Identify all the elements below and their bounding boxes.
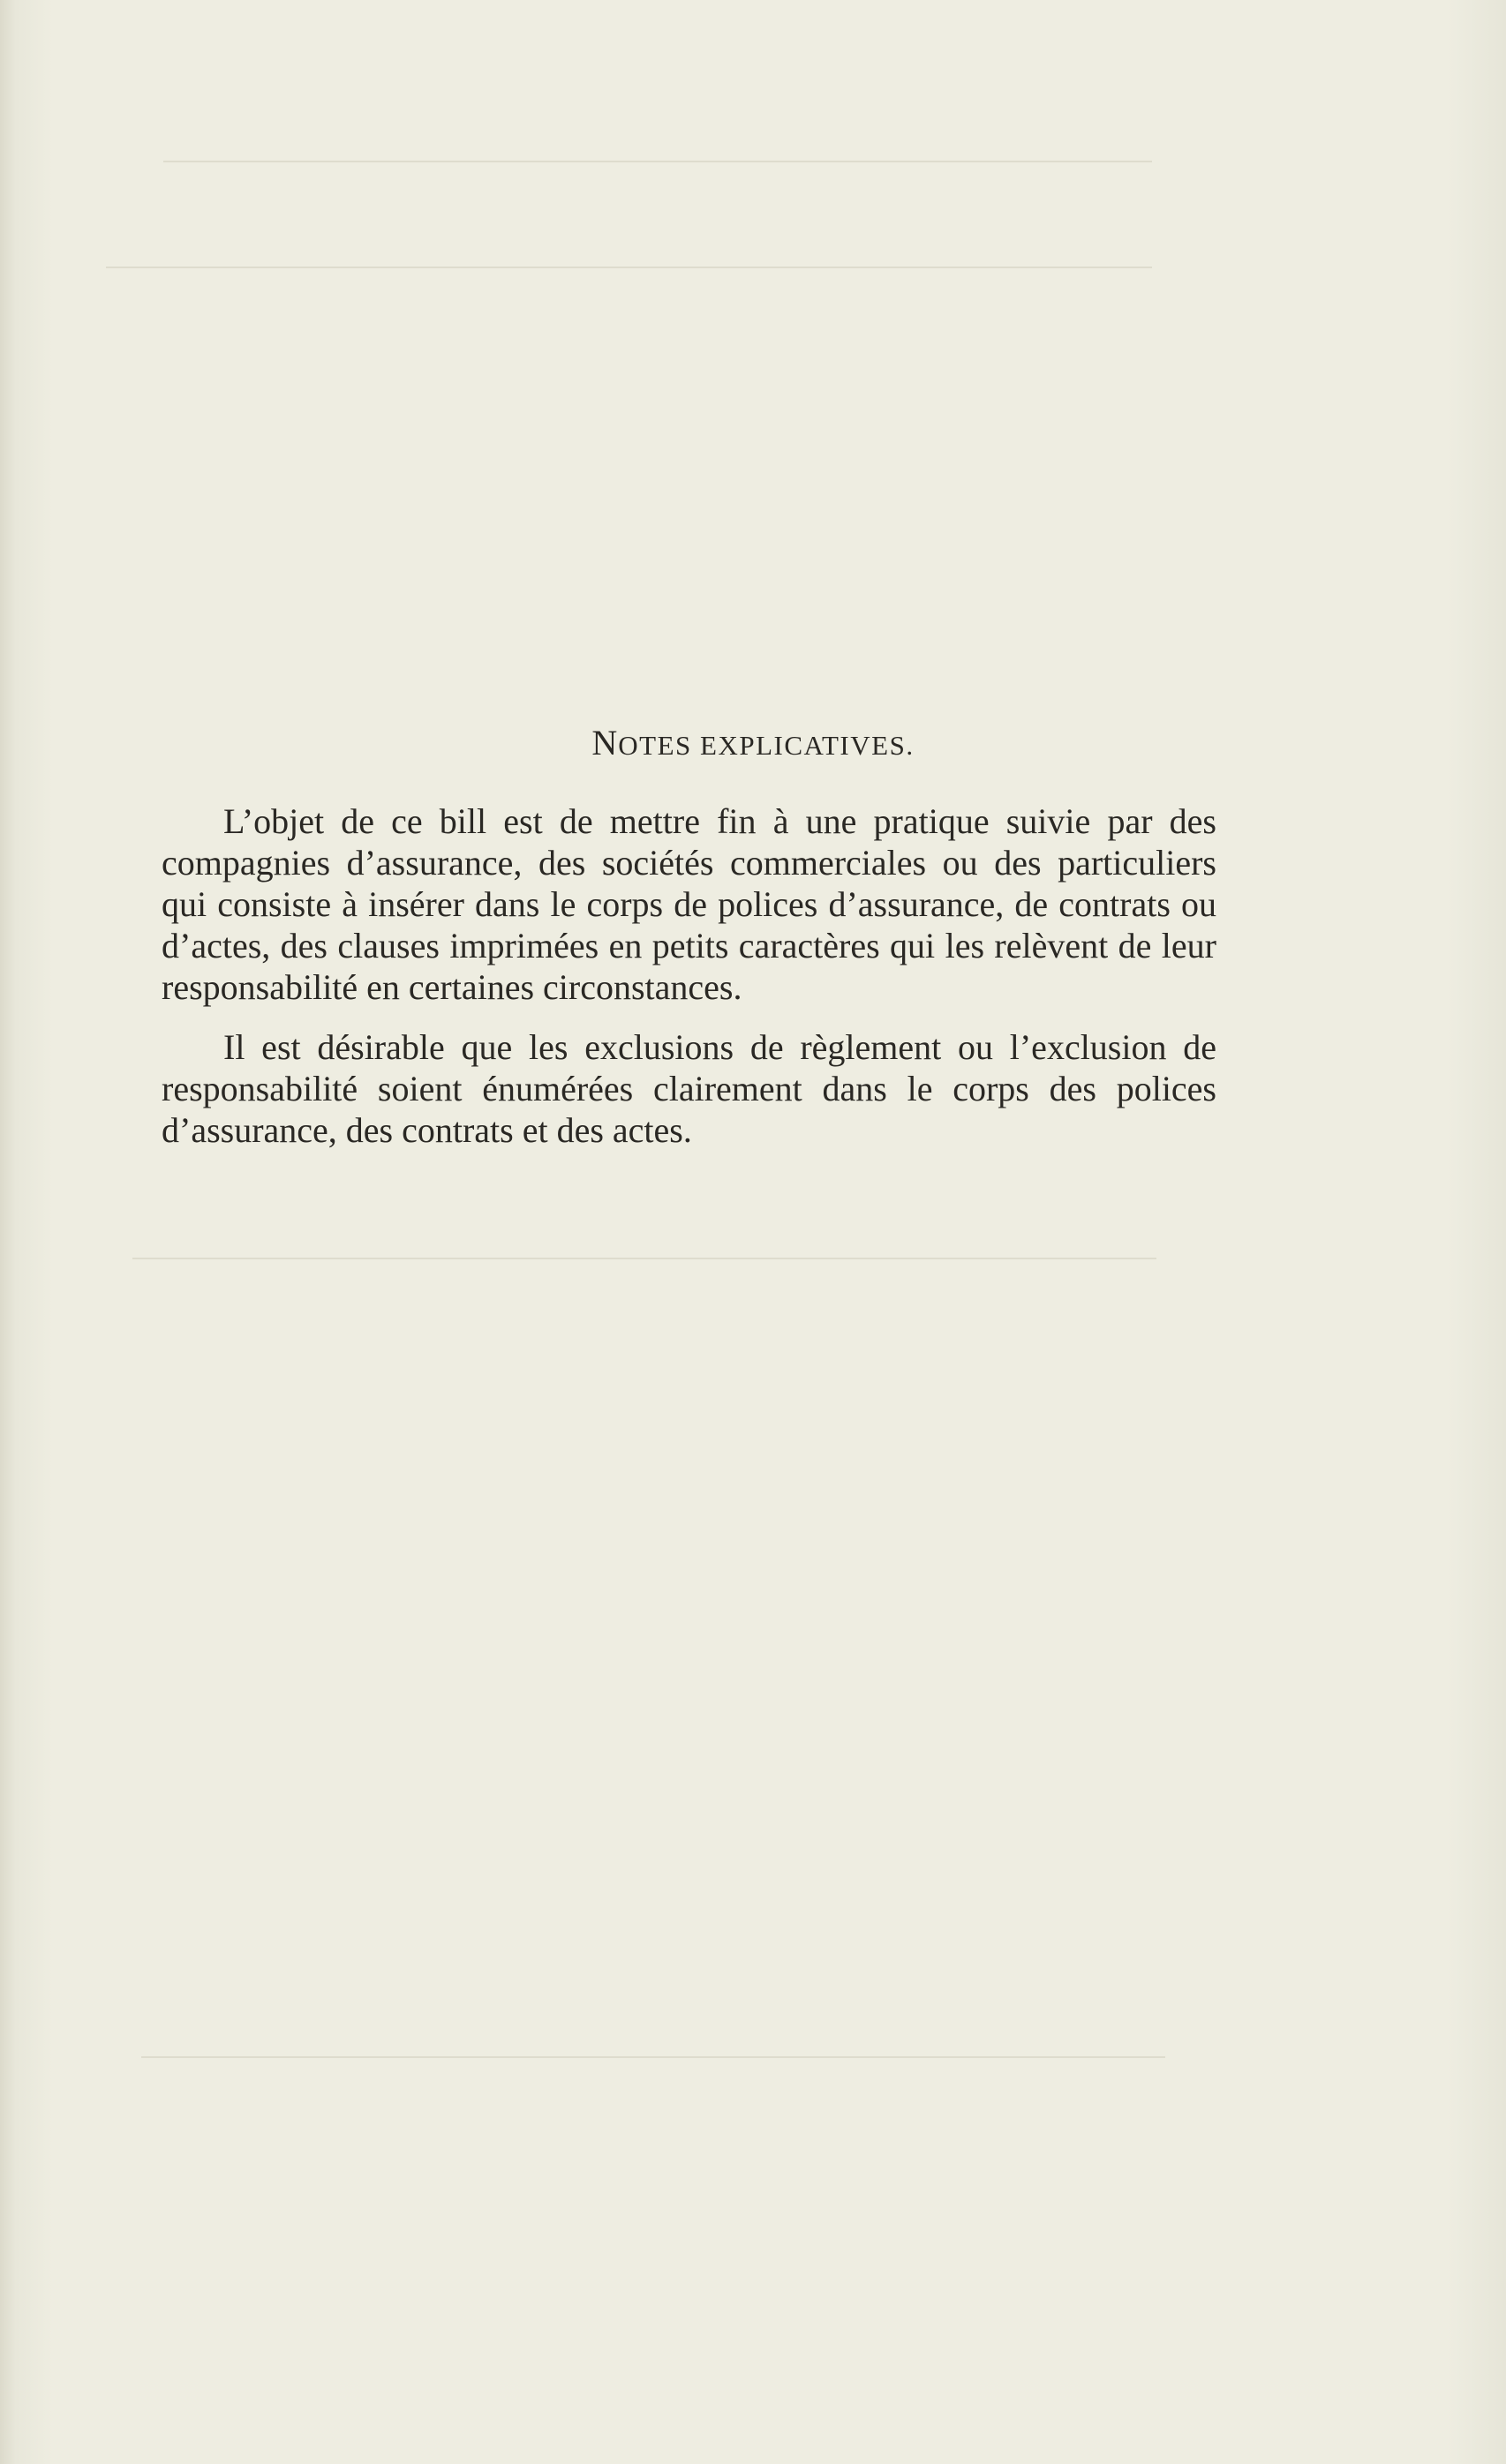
bleed-through-rule: [163, 161, 1152, 162]
bleed-through-rule: [141, 2056, 1165, 2058]
heading-rest: OTES EXPLICATIVES.: [618, 730, 915, 761]
notes-heading: [0, 722, 1506, 763]
explanatory-notes-body: [162, 800, 1216, 1151]
bleed-through-rule: [132, 1258, 1156, 1259]
paragraph-desirable: Il est désirable que les exclusions de règlement ou l’exclusion de responsabilité soient énumérées clairement dans le corps des polices d’assurance, des contrats et des actes.: [162, 1027, 1216, 1150]
heading-initial: N: [591, 723, 619, 762]
bleed-through-rule: [106, 267, 1152, 268]
paragraph-purpose: L’objet de ce bill est de mettre fin à une pratique suivie par des compagnies d’assurance, des sociétés commerciales ou des particuliers qui consiste à insérer dans le corps de polices d’assurance, de contrats ou d’actes, des clauses imprimées en petits caractères qui les relèvent de leur responsabilité en certaines circonstances.: [162, 801, 1216, 1007]
